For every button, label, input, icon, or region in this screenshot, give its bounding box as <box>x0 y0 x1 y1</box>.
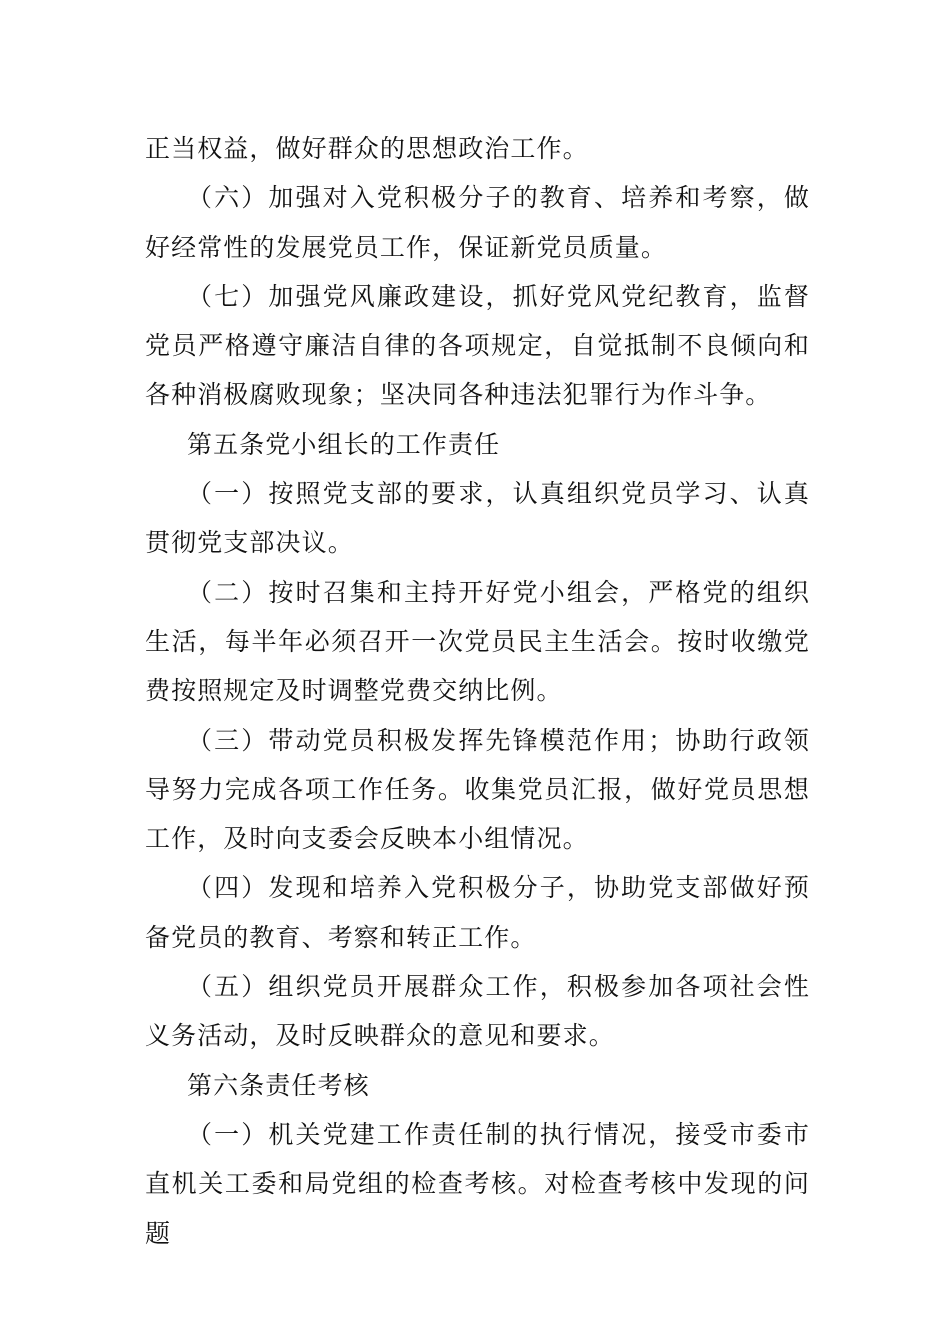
paragraph-article-5-item-4: （四）发现和培养入党积极分子，协助党支部做好预备党员的教育、考察和转正工作。 <box>145 873 810 952</box>
section-heading-article-6: 第六条责任考核 <box>187 1070 370 1100</box>
paragraph-article-5-item-2: （二）按时召集和主持开好党小组会，严格党的组织生活，每半年必须召开一次党员民主生活会。按时收缴党费按照规定及时调整党费交纳比例。 <box>145 577 810 706</box>
paragraph-article-5-item-3: （三）带动党员积极发挥先锋模范作用；协助行政领导努力完成各项工作任务。收集党员汇报，做好党员思想工作，及时向支委会反映本小组情况。 <box>145 725 810 854</box>
paragraph-article-6-item-1: （一）机关党建工作责任制的执行情况，接受市委市直机关工委和局党组的检查考核。对检查考核中发现的问题 <box>145 1119 810 1248</box>
paragraph-item-6: （六）加强对入党积极分子的教育、培养和考察，做好经常性的发展党员工作，保证新党员质量。 <box>145 183 810 262</box>
section-heading-article-5: 第五条党小组长的工作责任 <box>187 429 501 459</box>
paragraph-item-7: （七）加强党风廉政建设，抓好党风党纪教育，监督党员严格遵守廉洁自律的各项规定，自觉抵制不良倾向和各种消极腐败现象；坚决同各种违法犯罪行为作斗争。 <box>145 281 810 410</box>
paragraph-article-5-item-1: （一）按照党支部的要求，认真组织党员学习、认真贯彻党支部决议。 <box>145 479 810 558</box>
paragraph-article-5-item-5: （五）组织党员开展群众工作，积极参加各项社会性义务活动，及时反映群众的意见和要求。 <box>145 972 810 1051</box>
document-body <box>145 124 810 1258</box>
paragraph-continuation: 正当权益，做好群众的思想政治工作。 <box>145 134 589 163</box>
